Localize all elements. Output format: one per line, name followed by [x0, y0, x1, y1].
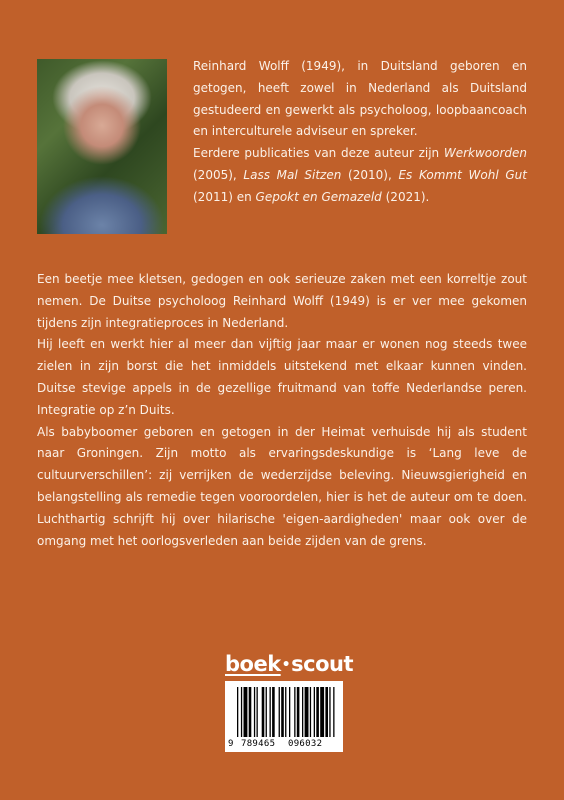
blurb-paragraph-2: Hij leeft en werkt hier al meer dan vijftig jaar maar er wonen nog steeds twee zielen in zijn borst die het inmiddels uitstekend met elkaar kunnen vinden. Duitse stevige appels in de gezellige fruitmand van toffe Nederlandse peren. Integratie op z’n Duits.: [37, 337, 527, 417]
logo-dot: •: [281, 657, 291, 673]
bio-paragraph-2: [193, 143, 527, 208]
blurb-paragraph-3: Als babyboomer geboren en getogen in der Heimat verhuisde hij als student naar Groningen. Zijn motto als ervaringsdeskundige is ‘Lang leve de cultuurverschillen’: zij verrijken de wederzijdse beleving. Nieuwsgierigheid en belangstelling als remedie tegen vooroordelen, hier is het de auteur om te doen. Luchthartig schrijft hij over hilarische 'eigen-aardigheden' maar ook over de omgang met het oorlogsverleden aan beide zijden van de grens.: [37, 424, 527, 548]
book-year: (2011) en: [193, 189, 256, 204]
barcode-bar: [241, 687, 242, 737]
bio-publications-intro: Eerdere publicaties van deze auteur zijn: [193, 146, 444, 161]
barcode-bar: [333, 687, 334, 737]
barcode-bar: [325, 687, 328, 737]
barcode-bar: [279, 687, 280, 737]
barcode-bar: [237, 687, 238, 737]
book-blurb: [37, 269, 527, 552]
barcode-digit-first: 9: [228, 739, 234, 749]
barcode-bar: [270, 687, 271, 737]
author-photo: [37, 59, 167, 234]
book-year: (2021).: [381, 189, 430, 204]
blurb-paragraph-1: Een beetje mee kletsen, gedogen en ook serieuze zaken met een korreltje zout nemen. De Duitse psycholoog Reinhard Wolff (1949) is er ver mee gekomen tijdens zijn integratieproces in Nederland.: [37, 272, 527, 330]
bio-paragraph-1: Reinhard Wolff (1949), in Duitsland geboren en getogen, heeft zowel in Nederland als Duitsland gestudeerd en gewerkt als psycholoog, loopbaancoach en interculturele adviseur en spreker.: [193, 59, 527, 139]
barcode-bar: [272, 687, 275, 737]
logo-text-boek: boek: [225, 652, 281, 676]
barcode-bar: [281, 687, 284, 737]
book-title: Lass Mal Sitzen: [243, 167, 342, 182]
barcode-bar: [244, 687, 248, 737]
barcode-digits-left: 789465: [241, 739, 276, 749]
barcode-bar: [254, 687, 255, 737]
book-year: (2005),: [193, 167, 244, 182]
book-title: Gepokt en Gemazeld: [255, 189, 382, 204]
barcode-digits-right: 096032: [288, 739, 323, 749]
barcode-bar: [297, 687, 300, 737]
barcode-bar: [316, 687, 319, 737]
barcode-bar: [257, 687, 258, 737]
barcode-bar: [320, 687, 324, 737]
barcode-bar: [329, 687, 330, 737]
barcode-bar: [266, 687, 267, 737]
barcode-bar: [249, 687, 252, 737]
barcode-bar: [285, 687, 286, 737]
barcode-bar: [314, 687, 315, 737]
publisher-logo: [225, 652, 353, 676]
author-bio: [193, 56, 527, 209]
isbn-barcode: [225, 681, 343, 752]
book-title: Werkwoorden: [443, 146, 527, 161]
barcode-bar: [262, 687, 265, 737]
barcode-bar: [310, 687, 311, 737]
logo-text-scout: scout: [291, 652, 353, 676]
book-title: Es Kommt Wohl Gut: [398, 167, 527, 182]
barcode-bar: [294, 687, 295, 737]
barcode-bar: [302, 687, 303, 737]
book-year: (2010),: [341, 167, 399, 182]
barcode-bar: [305, 687, 309, 737]
barcode-bar: [289, 687, 290, 737]
